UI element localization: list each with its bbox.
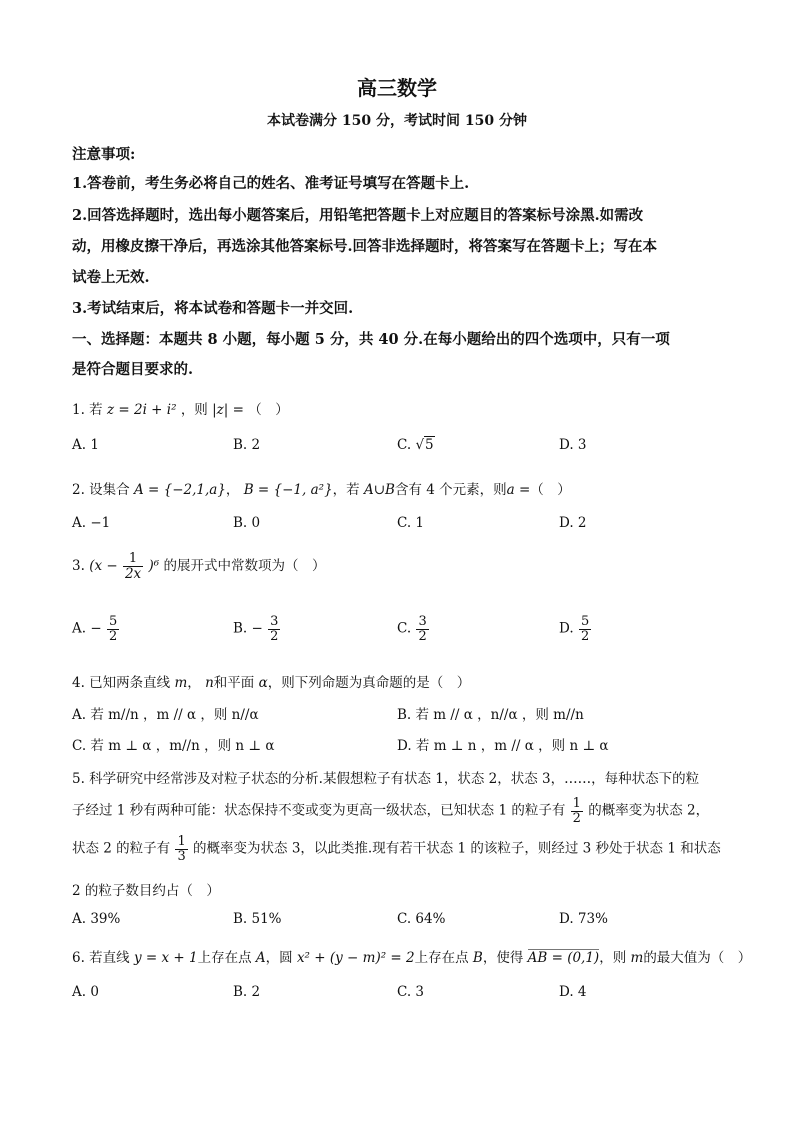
question-3-option-b: B. − $\frac{3}{2}$ xyxy=(233,614,279,644)
fraction: $\frac{3}{2}$ xyxy=(270,614,279,644)
question-5-option-d: D. 73% xyxy=(559,911,608,927)
fraction: $\frac{5}{2}$ xyxy=(108,614,118,644)
question-6-option-d: D. 4 xyxy=(559,984,587,1000)
question-3-option-d: D. $\frac{5}{2}$ xyxy=(559,614,590,644)
fraction: $\frac{1}{2x}$ xyxy=(124,551,142,582)
question-5-line-4: 2 的粒子数目约占（ ） xyxy=(72,883,220,899)
page-title: 高三数学 xyxy=(357,76,437,100)
question-2-stem: 2. 设集合 A = {−2,1,a}， B = {−1, a²}，若 A∪B含有 4 个元素，则a =（ ） xyxy=(72,482,571,498)
notes-heading: 注意事项: xyxy=(72,146,136,163)
question-2-option-a: A. −1 xyxy=(72,515,111,531)
question-5-option-c: C. 64% xyxy=(397,911,446,927)
fraction: $\frac{5}{2}$ xyxy=(580,614,590,644)
question-4-stem: 4. 已知两条直线 m， n和平面 α，则下列命题为真命题的是（ ） xyxy=(72,675,471,691)
question-1-stem: 1. 若 z = 2i + i² ，则 |z| = （ ） xyxy=(72,402,289,418)
section-heading-line-1: 一、选择题：本题共 8 小题，每小题 5 分，共 40 分.在每小题给出的四个选项中，只有一项 xyxy=(72,331,670,348)
question-1-option-d: D. 3 xyxy=(559,437,587,453)
note-item-3: 3.考试结束后，将本试卷和答题卡一并交回. xyxy=(72,300,354,317)
exam-info: 本试卷满分 150 分，考试时间 150 分钟 xyxy=(267,113,527,129)
question-6-option-a: A. 0 xyxy=(72,984,99,1000)
vector-ab: AB = (0,1) xyxy=(527,950,600,966)
question-4-option-c: C. 若 m ⊥ α ，m//n ，则 n ⊥ α xyxy=(72,738,275,754)
question-5-option-a: A. 39% xyxy=(72,911,121,927)
question-2-option-d: D. 2 xyxy=(559,515,587,531)
section-heading-line-2: 是符合题目要求的. xyxy=(72,361,194,378)
question-4-option-d: D. 若 m ⊥ n ，m // α ，则 n ⊥ α xyxy=(397,738,609,754)
question-6-option-b: B. 2 xyxy=(233,984,261,1000)
note-item-1: 1.答卷前，考生务必将自己的姓名、准考证号填写在答题卡上. xyxy=(72,175,470,192)
note-item-2-line-1: 2.回答选择题时，选出每小题答案后，用铅笔把答题卡上对应题目的答案标号涂黑.如需改 xyxy=(72,207,644,224)
question-6-option-c: C. 3 xyxy=(397,984,425,1000)
question-5-option-b: B. 51% xyxy=(233,911,282,927)
question-5-line-3: 状态 2 的粒子有 $\frac{1}{3}$ 的概率变为状态 3，以此类推.现有若干状态 1 的该粒子，则经过 3 秒处于状态 1 和状态 xyxy=(72,834,721,864)
question-2-option-b: B. 0 xyxy=(233,515,261,531)
question-4-option-a: A. 若 m//n ，m // α ，则 n//α xyxy=(72,707,259,723)
question-3-option-c: C. $\frac{3}{2}$ xyxy=(397,614,427,644)
sqrt-symbol: √5 xyxy=(415,437,434,453)
question-1-option-b: B. 2 xyxy=(233,437,261,453)
note-item-2-line-2: 动，用橡皮擦干净后，再选涂其他答案标号.回答非选择题时，将答案写在答题卡上；写在本 xyxy=(72,238,658,255)
question-5-line-1: 5. 科学研究中经常涉及对粒子状态的分析.某假想粒子有状态 1，状态 2，状态 3，……，每种状态下的粒 xyxy=(72,771,700,787)
fraction: $\frac{3}{2}$ xyxy=(418,614,427,644)
question-1-option-a: A. 1 xyxy=(72,437,99,453)
question-4-option-b: B. 若 m // α ，n//α ，则 m//n xyxy=(397,707,584,723)
question-3-stem: 3. (x − $\frac{1}{2x}$ )⁶ 的展开式中常数项为（ ） xyxy=(72,551,326,582)
fraction: $\frac{1}{2}$ xyxy=(572,796,581,826)
question-3-option-a: A. − $\frac{5}{2}$ xyxy=(72,614,118,644)
question-2-option-c: C. 1 xyxy=(397,515,425,531)
question-5-line-2: 子经过 1 秒有两种可能：状态保持不变或变为更高一级状态，已知状态 1 的粒子有 $\frac{1}{2}$ 的概率变为状态 2， xyxy=(72,796,710,826)
question-6-stem: 6. 若直线 y = x + 1上存在点 A，圆 x² + (y − m)² = 2上存在点 B，使得 AB = (0,1)，则 m的最大值为（ ） xyxy=(72,950,752,966)
note-item-2-line-3: 试卷上无效. xyxy=(72,269,150,286)
fraction: $\frac{1}{3}$ xyxy=(177,834,186,864)
question-1-option-c: C. √5 xyxy=(397,437,434,453)
